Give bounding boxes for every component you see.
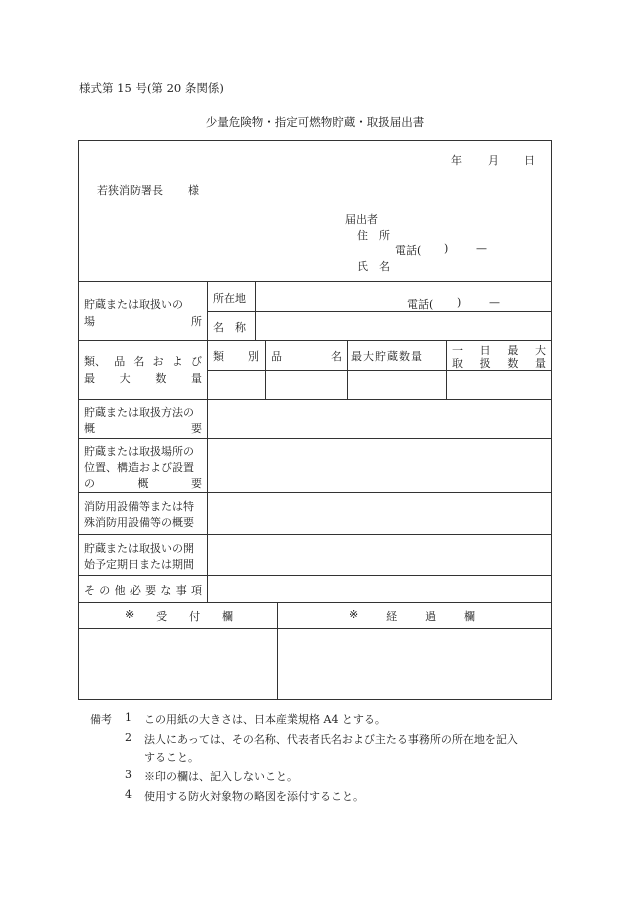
note-text-continued: すること。: [144, 751, 199, 764]
progress-header: [349, 608, 475, 624]
reception-header: [125, 608, 233, 624]
row-divider: [79, 534, 551, 535]
label-char: 品: [271, 350, 282, 363]
column-divider: [265, 340, 266, 399]
location-name-label: 名 称: [213, 321, 246, 334]
applicant-label: 届出者: [345, 213, 378, 226]
label-char: 項: [190, 584, 202, 597]
method-label-line1: 貯蔵または取扱方法の: [84, 406, 194, 419]
label-char: 数: [507, 357, 519, 370]
location-phone-label: 電話(: [407, 298, 434, 311]
label-char: 所: [191, 315, 202, 328]
applicant-name-label: 氏 名: [357, 260, 390, 273]
label-char: の: [99, 584, 111, 597]
row-divider: [79, 281, 551, 282]
row-divider: [79, 492, 551, 493]
date-month: 月: [488, 154, 499, 167]
label-char: お: [152, 355, 164, 368]
label-char: 大: [534, 344, 546, 357]
note-number: 1: [125, 711, 132, 724]
row-divider: [79, 628, 551, 629]
label-char: 過: [425, 610, 437, 623]
note-number: 3: [125, 768, 132, 781]
label-char: な: [160, 584, 172, 597]
location-address-label: 所在地: [213, 292, 246, 305]
label-char: の: [84, 477, 95, 490]
label-char: ※: [349, 608, 359, 621]
label-char: 要: [191, 477, 202, 490]
label-char: 概: [84, 422, 95, 435]
location-phone-paren: ): [457, 296, 462, 309]
addressee: 若狭消防署長: [97, 184, 163, 197]
label-char: 他: [114, 584, 126, 597]
applicant-phone-paren: ): [444, 242, 449, 255]
note-text: この用紙の大きさは、日本産業規格 A4 とする。: [144, 713, 386, 726]
label-char: び: [190, 355, 202, 368]
label-char: 扱: [479, 357, 491, 370]
other-label: [84, 582, 202, 598]
fire-equipment-label-line1: 消防用設備等または特: [84, 500, 194, 513]
period-label-line2: 始予定期日または期間: [84, 558, 194, 571]
label-char: 品: [114, 355, 126, 368]
label-char: 類、: [84, 355, 106, 368]
label-char: 場: [84, 315, 95, 328]
label-char: 欄: [463, 610, 475, 623]
method-label-line2: [84, 420, 202, 436]
label-char: そ: [84, 584, 95, 597]
row-divider: [79, 602, 551, 603]
label-char: 要: [191, 422, 202, 435]
row-divider: [79, 340, 551, 341]
col-header-type: [213, 348, 259, 364]
label-char: 数: [155, 372, 167, 385]
column-divider: [255, 281, 256, 340]
label-char: 概: [137, 477, 149, 490]
note-number: 4: [125, 788, 132, 801]
date-year: 年: [451, 154, 462, 167]
label-char: よ: [171, 355, 183, 368]
column-divider: [207, 281, 208, 602]
notification-form: [78, 140, 552, 700]
col-header-name: [271, 348, 342, 364]
label-char: 事: [175, 584, 187, 597]
label-char: 必: [129, 584, 141, 597]
label-char: 一: [452, 344, 463, 357]
col-header-max-storage: 最大貯蔵数量: [351, 350, 423, 363]
label-char: 取: [452, 357, 463, 370]
label-char: 大: [119, 372, 131, 385]
label-char: 名: [331, 350, 342, 363]
row-divider: [79, 575, 551, 576]
label-char: 名: [133, 355, 145, 368]
label-char: 欄: [221, 610, 233, 623]
label-char: 日: [479, 344, 491, 357]
note-text: 法人にあっては、その名称、代表者氏名および主たる事務所の所在地を記入: [144, 733, 518, 746]
applicant-phone-label: 電話(: [395, 244, 422, 257]
label-char: 別: [248, 350, 259, 363]
notes-label: 備考: [90, 713, 112, 726]
items-label-line1: [84, 353, 202, 369]
label-char: 受: [156, 610, 168, 623]
label-char: ※: [125, 608, 135, 621]
location-phone-dash: —: [489, 296, 500, 309]
column-divider: [277, 602, 278, 699]
place-label-line2: 位置、構造および設置: [84, 461, 194, 474]
date-day: 日: [524, 154, 535, 167]
column-divider: [446, 340, 447, 399]
applicant-phone-dash: —: [476, 242, 487, 255]
place-label-line1: 貯蔵または取扱場所の: [84, 445, 194, 458]
label-char: 最: [84, 372, 95, 385]
col-header-daily-line2: [452, 355, 546, 371]
label-char: 経: [386, 610, 398, 623]
note-number: 2: [125, 731, 132, 744]
label-char: 量: [190, 372, 202, 385]
addressee-honorific: 様: [188, 184, 199, 197]
document-title: 少量危険物・指定可燃物貯蔵・取扱届出書: [205, 115, 425, 129]
row-divider: [79, 438, 551, 439]
place-label-line3: [84, 475, 202, 491]
column-divider: [347, 340, 348, 399]
location-label-line2: [84, 313, 202, 329]
location-label-line1: 貯蔵または取扱いの: [84, 298, 183, 311]
row-divider: [79, 399, 551, 400]
note-text: 使用する防火対象物の略図を添付すること。: [144, 790, 364, 803]
form-number: 様式第 15 号(第 20 条関係): [79, 81, 224, 95]
note-text: ※印の欄は、記入しないこと。: [144, 770, 298, 783]
row-divider: [207, 311, 551, 312]
label-char: 付: [189, 610, 201, 623]
period-label-line1: 貯蔵または取扱いの開: [84, 542, 194, 555]
label-char: 量: [534, 357, 546, 370]
label-char: 最: [507, 344, 519, 357]
applicant-address-label: 住 所: [357, 229, 390, 242]
label-char: 要: [145, 584, 157, 597]
items-label-line2: [84, 370, 202, 386]
fire-equipment-label-line2: 殊消防用設備等の概要: [84, 516, 194, 529]
label-char: 類: [213, 350, 224, 363]
